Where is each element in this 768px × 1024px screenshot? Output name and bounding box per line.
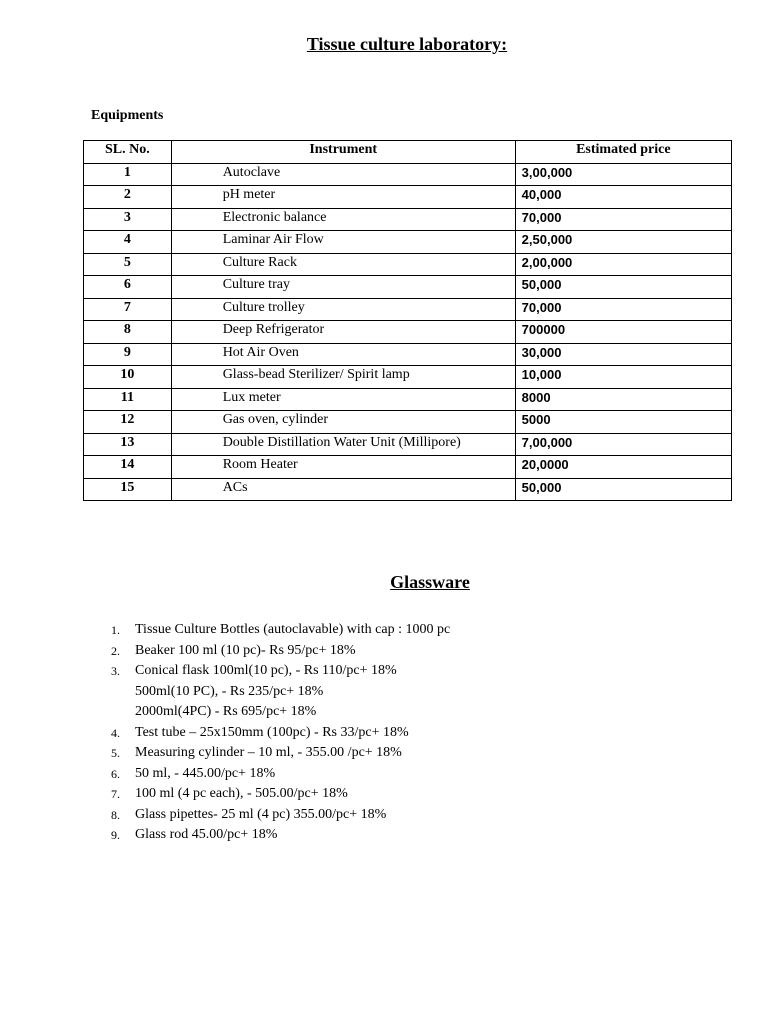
list-item-text: Tissue Culture Bottles (autoclavable) with cap : 1000 pc [135,622,451,637]
header-instrument: Instrument [171,141,515,164]
instrument-cell: Laminar Air Flow [171,231,515,254]
table-row [84,231,732,254]
glassware-heading: Glassware [390,572,470,592]
sl-cell: 5 [84,253,172,276]
header-sl-no: SL. No. [84,141,172,164]
sl-cell: 6 [84,276,172,299]
page-title: Tissue culture laboratory: [306,34,508,54]
table-row [84,343,732,366]
instrument-cell: Autoclave [171,163,515,186]
list-number: 4. [111,725,120,740]
list-item [0,641,450,662]
list-item-text: Measuring cylinder – 10 ml, - 355.00 /pc+ 18% [135,745,402,760]
table-row [84,163,732,186]
sl-cell: 10 [84,366,172,389]
instrument-cell: Gas oven, cylinder [171,411,515,434]
price-cell: 50,000 [515,276,731,299]
price-cell: 700000 [515,321,731,344]
price-cell: 8000 [515,388,731,411]
table-row [84,366,732,389]
instrument-cell: Electronic balance [171,208,515,231]
list-item [0,764,450,785]
table-row [84,433,732,456]
sl-cell: 1 [84,163,172,186]
equipments-table [83,140,732,501]
instrument-cell: Culture tray [171,276,515,299]
instrument-cell: pH meter [171,186,515,209]
list-item-text: Glass pipettes- 25 ml (4 pc) 355.00/pc+ 18% [135,806,387,822]
list-item-text: 50 ml, - 445.00/pc+ 18% [135,765,276,781]
list-item-continuation: 2000ml(4PC) - Rs 695/pc+ 18% [135,704,317,719]
list-item-text: 100 ml (4 pc each), - 505.00/pc+ 18% [135,786,348,801]
list-number: 7. [111,787,120,801]
table-header-row [84,141,732,164]
instrument-cell: Lux meter [171,388,515,411]
price-cell: 2,00,000 [515,253,731,276]
list-item [0,620,450,641]
price-cell: 7,00,000 [515,433,731,456]
list-item-continuation: 500ml(10 PC), - Rs 235/pc+ 18% [135,683,324,699]
table-row [84,478,732,501]
instrument-cell: ACs [171,478,515,501]
list-item-text: Test tube – 25x150mm (100pc) - Rs 33/pc+ 18% [135,724,409,740]
table-row [84,298,732,321]
sl-cell: 4 [84,231,172,254]
header-estimated-price: Estimated price [515,141,731,164]
price-cell: 70,000 [515,298,731,321]
instrument-cell: Culture trolley [171,298,515,321]
price-cell: 40,000 [515,186,731,209]
list-item [0,723,450,744]
table-row [84,208,732,231]
list-item [0,825,450,846]
sl-cell: 9 [84,343,172,366]
sl-cell: 11 [84,388,172,411]
table-row [84,186,732,209]
list-number: 1. [111,623,120,637]
instrument-cell: Glass-bead Sterilizer/ Spirit lamp [171,366,515,389]
price-cell: 20,0000 [515,456,731,479]
price-cell: 3,00,000 [515,163,731,186]
price-cell: 30,000 [515,343,731,366]
instrument-cell: Culture Rack [171,253,515,276]
list-item [0,661,450,723]
table-row [84,411,732,434]
list-number: 6. [111,766,120,781]
list-item [0,784,450,805]
glassware-list [0,620,450,846]
table-row [84,388,732,411]
sl-cell: 7 [84,298,172,321]
equipments-heading: Equipments [91,108,164,123]
instrument-cell: Deep Refrigerator [171,321,515,344]
list-item-text: Glass rod 45.00/pc+ 18% [135,827,278,842]
sl-cell: 13 [84,433,172,456]
list-number: 9. [111,828,120,842]
sl-cell: 12 [84,411,172,434]
sl-cell: 2 [84,186,172,209]
list-number: 5. [111,746,120,760]
list-number: 8. [111,807,120,822]
price-cell: 5000 [515,411,731,434]
instrument-cell: Double Distillation Water Unit (Millipore) [171,433,515,456]
list-number: 2. [111,643,120,658]
sl-cell: 14 [84,456,172,479]
list-number: 3. [111,664,120,678]
table-row [84,253,732,276]
table-row [84,321,732,344]
table-row [84,276,732,299]
table-row [84,456,732,479]
sl-cell: 8 [84,321,172,344]
price-cell: 10,000 [515,366,731,389]
instrument-cell: Hot Air Oven [171,343,515,366]
price-cell: 2,50,000 [515,231,731,254]
list-item-text: Beaker 100 ml (10 pc)- Rs 95/pc+ 18% [135,642,356,658]
price-cell: 50,000 [515,478,731,501]
list-item [0,805,450,826]
instrument-cell: Room Heater [171,456,515,479]
sl-cell: 15 [84,478,172,501]
list-item [0,743,450,764]
list-item-text: Conical flask 100ml(10 pc), - Rs 110/pc+ 18% [135,663,397,678]
price-cell: 70,000 [515,208,731,231]
sl-cell: 3 [84,208,172,231]
